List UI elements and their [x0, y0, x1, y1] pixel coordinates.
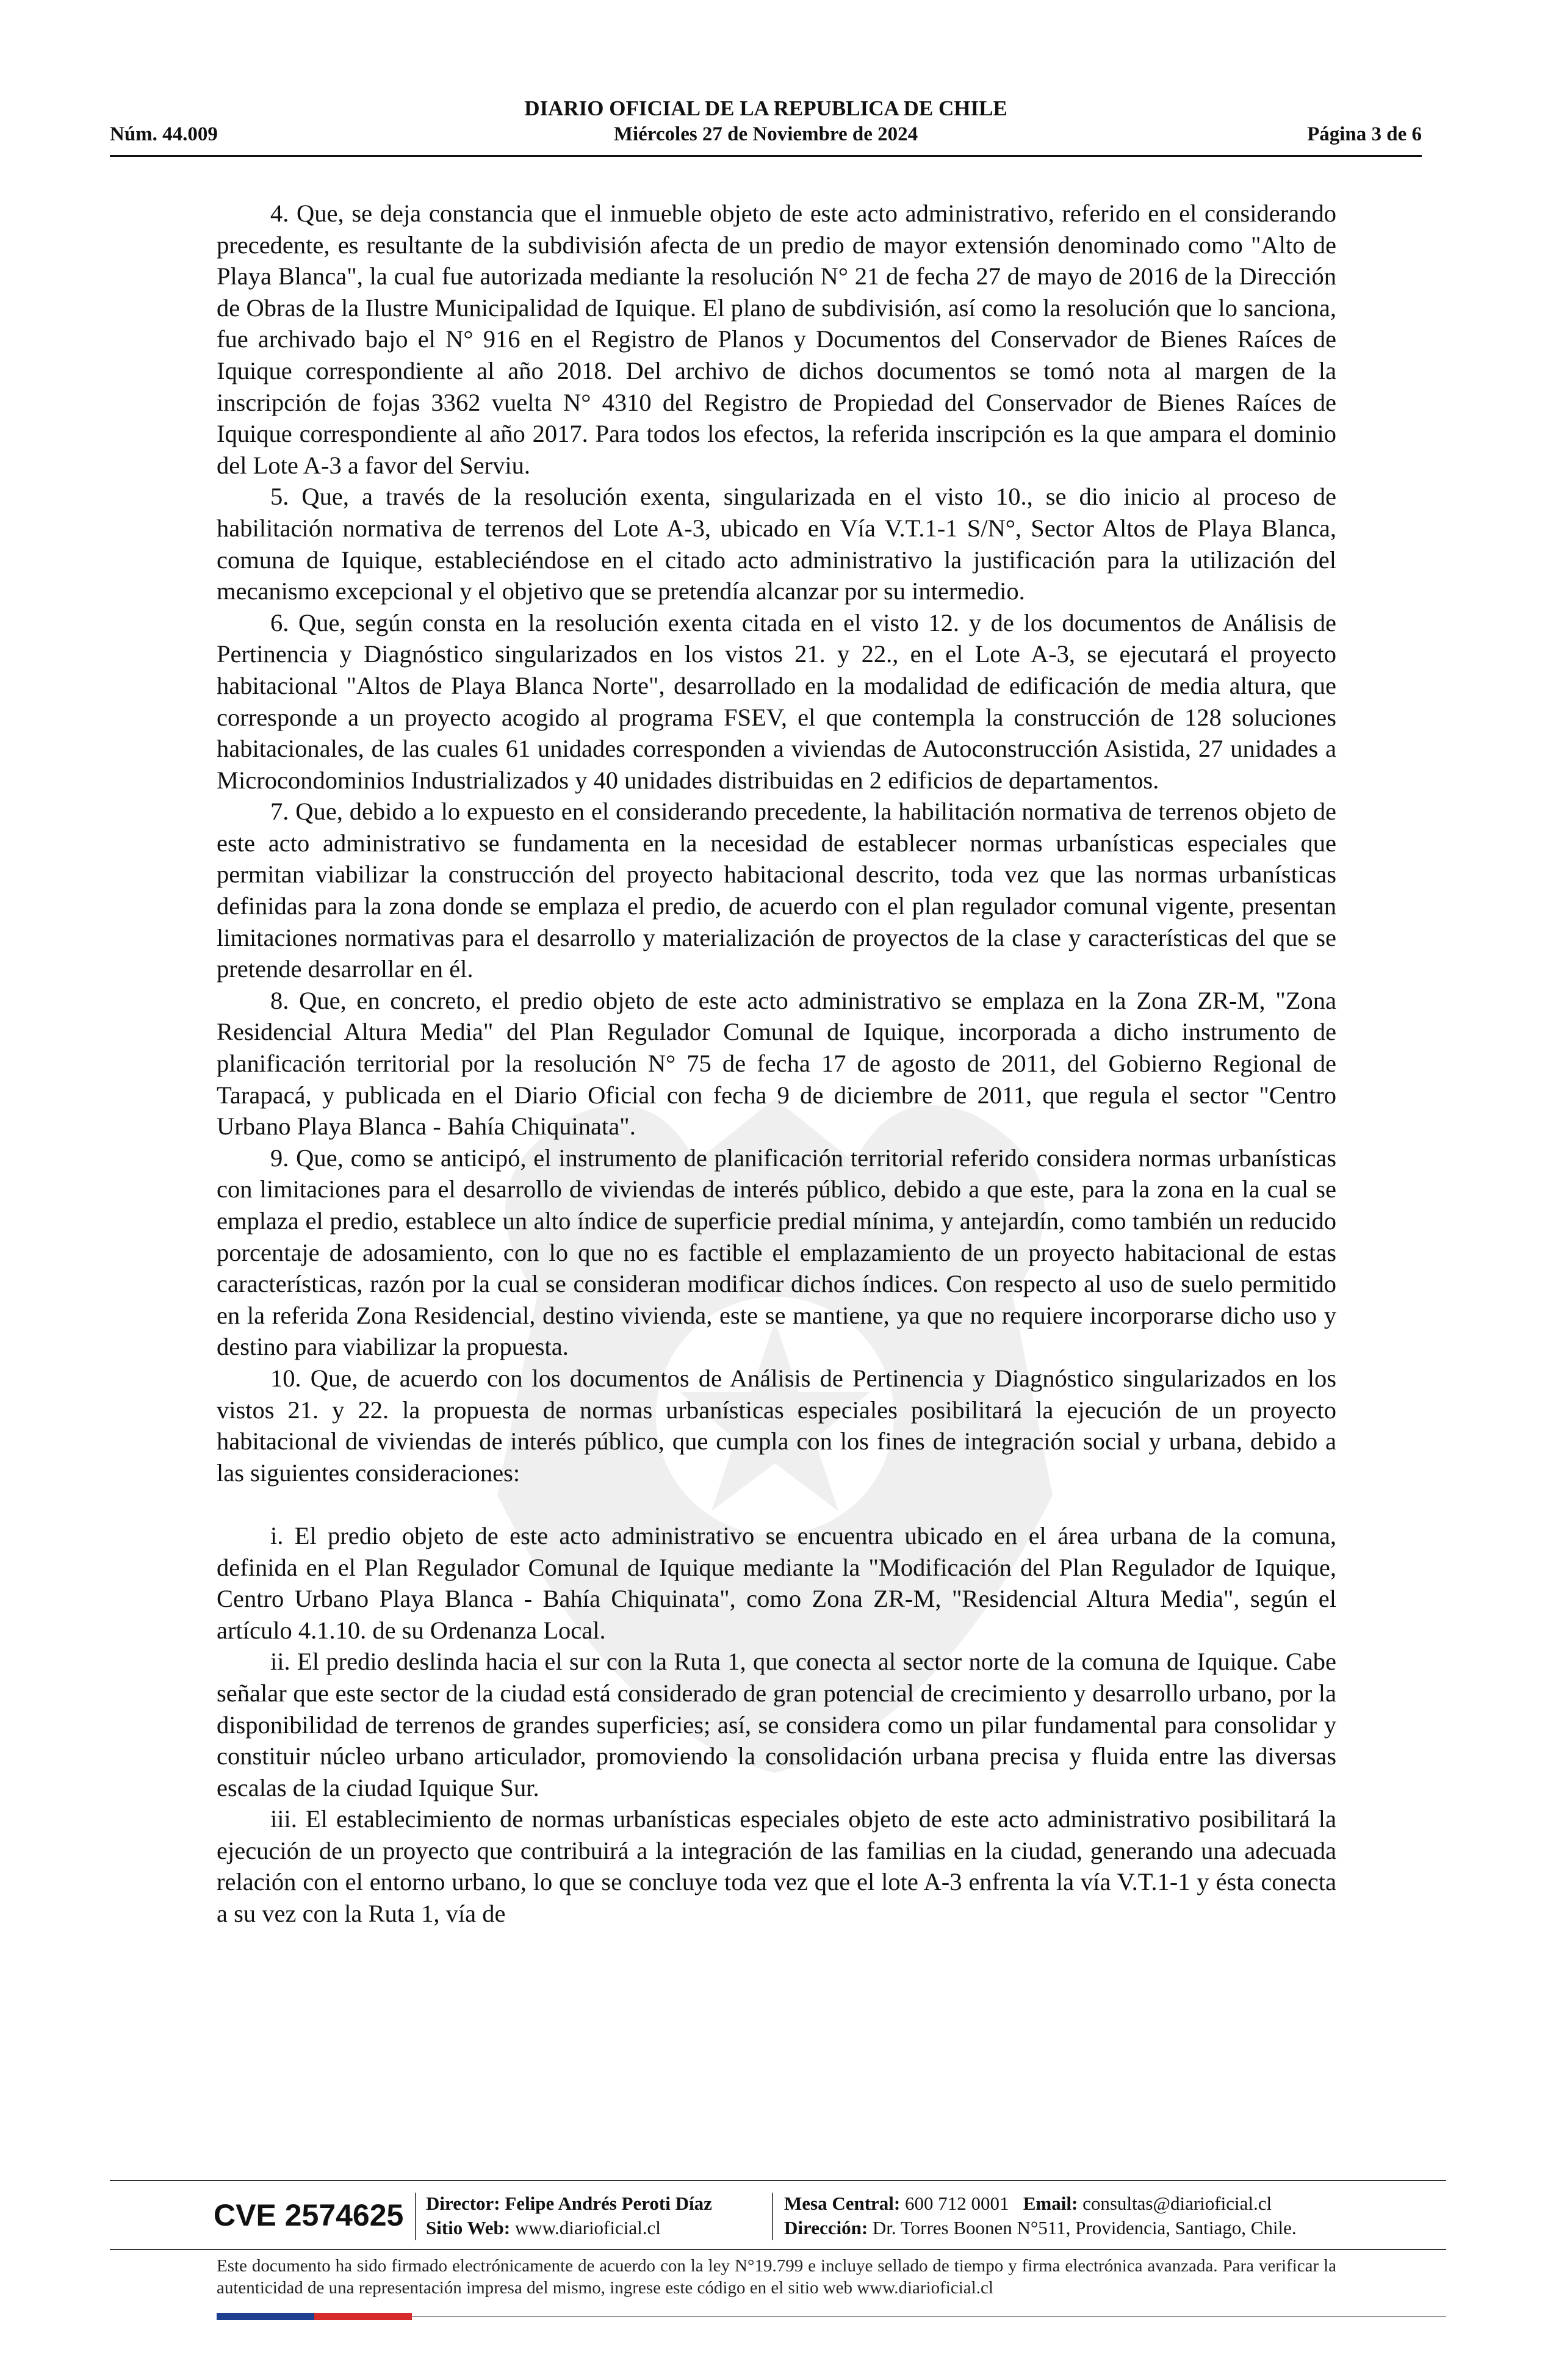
cve-code: CVE 2574625: [214, 2198, 404, 2232]
footer-contact-block: [784, 2191, 1297, 2240]
item-ii: ii. El predio deslinda hacia el sur con la Ruta 1, que conecta al sector norte de la comuna de Iquique. Cabe señalar que este sector de la ciudad está considerado de gran potencial de crecimiento y desarrollo urbano, por la disponibilidad de terrenos de grandes superficies; así, se considera como un pilar fundamental para consolidar y constituir núcleo urbano articulador, promoviendo la consolidación urbana precisa y fluida entre las diversas escalas de la ciudad Iquique Sur.: [217, 1648, 1336, 1801]
director-label: Director:: [426, 2193, 500, 2214]
paragraph-6: 6. Que, según consta en la resolución exenta citada en el visto 12. y de los documentos de Análisis de Pertinencia y Diagnóstico singularizados en los vistos 21. y 22., en el Lote A-3, se ejecutará el proyecto habitacional "Altos de Playa Blanca Norte", desarrollado en la modalidad de edificación de media altura, que corresponde a un proyecto acogido al programa FSEV, el que contempla la construcción de 128 soluciones habitacionales, de las cuales 61 unidades corresponden a viviendas de Autoconstrucción Asistida, 27 unidades a Microcondominios Industrializados y 40 unidades distribuidas en 2 edificios de departamentos.: [217, 608, 1336, 794]
website-label: Sitio Web:: [426, 2217, 511, 2238]
footer-bottom-divider: [110, 2249, 1446, 2250]
address-value: Dr. Torres Boonen N°511, Providencia, Santiago, Chile.: [872, 2217, 1297, 2238]
publication-title: DIARIO OFICIAL DE LA REPUBLICA DE CHILE: [524, 96, 1007, 120]
website-link[interactable]: www.diarioficial.cl: [514, 2217, 661, 2238]
legal-notice: Este documento ha sido firmado electrónicamente de acuerdo con la ley N°19.799 e incluye sellado de tiempo y firma electrónica avanzada. Para verificar la autenticidad de una representación impresa del mismo, ingrese este código en el sitio web www.diarioficial.cl: [217, 2256, 1336, 2298]
paragraph-9: 9. Que, como se anticipó, el instrumento de planificación territorial referido considera normas urbanísticas con limitaciones para el desarrollo de viviendas de interés público, debido a que este, para la zona en la cual se emplaza el predio, establece un alto índice de superficie predial mínima, y antejardín, como también un reducido porcentaje de adosamiento, con lo que no es factible el emplazamiento de un proyecto habitacional de estas características, razón por la cual se consideran modificar dichos índices. Con respecto al uso de suelo permitido en la referida Zona Residencial, destino vivienda, este se mantiene, ya que no requiere incorporarse dicho uso y destino para viabilizar la propuesta.: [217, 1144, 1336, 1361]
footer-top-divider: [110, 2180, 1446, 2181]
publication-date: Miércoles 27 de Noviembre de 2024: [613, 123, 918, 145]
address-label: Dirección:: [784, 2217, 868, 2238]
flag-red-segment: [314, 2313, 412, 2320]
paragraph-5: 5. Que, a través de la resolución exenta, singularizada en el visto 10., se dio inicio al proceso de habilitación normativa de terrenos del Lote A-3, ubicado en Vía V.T.1-1 S/N°, Sector Altos de Playa Blanca, comuna de Iquique, estableciéndose en el citado acto administrativo la justificación para la utilización del mecanismo excepcional y el objetivo que se pretendía alcanzar por su intermedio.: [217, 483, 1336, 605]
issue-number: Núm. 44.009: [110, 123, 218, 145]
email-label: Email:: [1023, 2193, 1078, 2214]
paragraph-10: 10. Que, de acuerdo con los documentos de Análisis de Pertinencia y Diagnóstico singularizados en los vistos 21. y 22. la propuesta de normas urbanísticas especiales posibilitará la ejecución de un proyecto habitacional de viviendas de interés público, que cumpla con los fines de integración social y urbana, debido a las siguientes consideraciones:: [217, 1364, 1336, 1487]
header-divider: [110, 155, 1422, 157]
footer-director-block: [426, 2191, 712, 2240]
phone-label: Mesa Central:: [784, 2193, 901, 2214]
footer-separator: [772, 2193, 773, 2240]
page-indicator: Página 3 de 6: [1307, 123, 1422, 145]
paragraph-8: 8. Que, en concreto, el predio objeto de este acto administrativo se emplaza en la Zona ZR-M, "Zona Residencial Altura Media" del Plan Regulador Comunal de Iquique, incorporada a dicho instrumento de planificación territorial por la resolución N° 75 de fecha 17 de agosto de 2011, del Gobierno Regional de Tarapacá, y publicada en el Diario Oficial con fecha 9 de diciembre de 2011, que regula el sector "Centro Urbano Playa Blanca - Bahía Chiquinata".: [217, 986, 1336, 1141]
phone-value: 600 712 0001: [905, 2193, 1009, 2214]
flag-divider-line: [412, 2316, 1446, 2317]
paragraph-4: 4. Que, se deja constancia que el inmueble objeto de este acto administrativo, referido en el considerando precedente, es resultante de la subdivisión afecta de un predio de mayor extensión denominado como "Alto de Playa Blanca", la cual fue autorizada mediante la resolución N° 21 de fecha 27 de mayo de 2016 de la Dirección de Obras de la Ilustre Municipalidad de Iquique. El plano de subdivisión, así como la resolución que lo sanciona, fue archivado bajo el N° 916 en el Registro de Planos y Documentos del Conservador de Bienes Raíces de Iquique correspondiente al año 2018. Del archivo de dichos documentos se tomó nota al margen de la inscripción de fojas 3362 vuelta N° 4310 del Registro de Propiedad del Conservador de Bienes Raíces de Iquique correspondiente al año 2017. Para todos los efectos, la referida inscripción es la que ampara el dominio del Lote A-3 a favor del Serviu.: [217, 200, 1336, 479]
flag-stripe: [217, 2313, 412, 2320]
footer-separator: [415, 2193, 416, 2240]
page-header: [110, 92, 1422, 159]
item-iii: iii. El establecimiento de normas urbanísticas especiales objeto de este acto administrativo posibilitará la ejecución de un proyecto que contribuirá a la integración de las familias en la ciudad, generando una adecuada relación con el entorno urbano, lo que se concluye toda vez que el lote A-3 enfrenta la vía V.T.1-1 y ésta conecta a su vez con la Ruta 1, vía de: [217, 1805, 1336, 1928]
item-i: i. El predio objeto de este acto administrativo se encuentra ubicado en el área urbana de la comuna, definida en el Plan Regulador Comunal de Iquique mediante la "Modificación del Plan Regulador de Iquique, Centro Urbano Playa Blanca - Bahía Chiquinata", como Zona ZR-M, "Residencial Altura Media", según el artículo 4.1.10. de su Ordenanza Local.: [217, 1521, 1336, 1644]
flag-blue-segment: [217, 2313, 314, 2320]
page-footer: [177, 2188, 1397, 2246]
email-link[interactable]: consultas@diarioficial.cl: [1082, 2193, 1272, 2214]
document-body: [217, 198, 1336, 1930]
director-name: Felipe Andrés Peroti Díaz: [505, 2193, 712, 2214]
paragraph-7: 7. Que, debido a lo expuesto en el considerando precedente, la habilitación normativa de terrenos objeto de este acto administrativo se fundamenta en la necesidad de establecer normas urbanísticas especiales que permitan viabilizar la construcción del proyecto habitacional descrito, toda vez que las normas urbanísticas definidas para la zona donde se emplaza el predio, de acuerdo con el plan regulador comunal vigente, presentan limitaciones normativas para el desarrollo y materialización de proyectos de la clase y características del que se pretende desarrollar en él.: [217, 798, 1336, 983]
